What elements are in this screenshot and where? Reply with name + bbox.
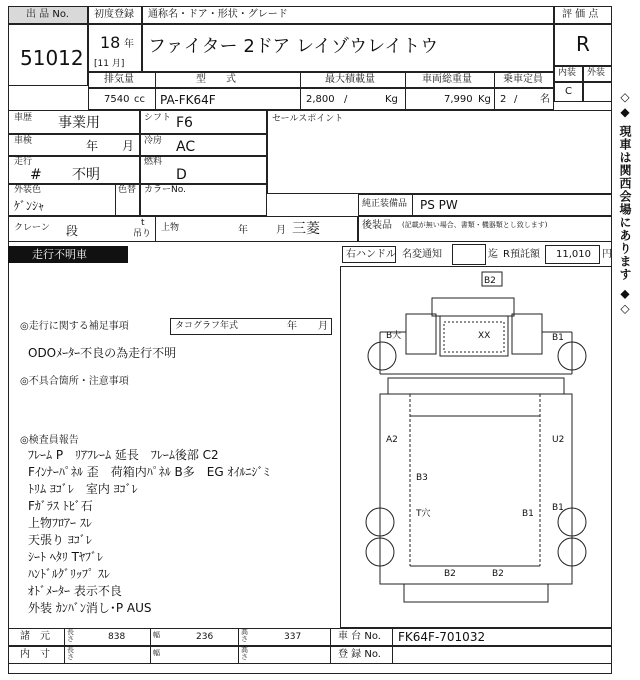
gross-weight-unit: Kg bbox=[478, 94, 491, 105]
height-label: 高さ bbox=[241, 628, 248, 643]
fuel-label: 燃料 bbox=[144, 157, 163, 167]
capacity-sep: / bbox=[514, 94, 518, 105]
recycle-amount: 11,010 bbox=[556, 249, 591, 260]
mileage-mark: # bbox=[30, 167, 42, 183]
year-unit: 年 bbox=[124, 39, 134, 50]
side-note bbox=[614, 90, 636, 380]
reg-label: 登 録 No. bbox=[338, 649, 381, 660]
height-value: 337 bbox=[284, 632, 302, 642]
inspector-report bbox=[28, 447, 338, 617]
color-value: ｹﾞﾝｼｬ bbox=[14, 199, 45, 213]
report-line: ﾊﾝﾄﾞﾙｸﾞﾘｯﾌﾟ ｽﾚ bbox=[28, 567, 110, 581]
fuel-value: D bbox=[176, 167, 187, 183]
vehicle-name: ファイター 2ドア レイゾウレイトウ bbox=[148, 36, 439, 57]
upper-maker: 三菱 bbox=[292, 221, 320, 237]
color-label: 外装色 bbox=[14, 185, 42, 195]
report-line: Fｶﾞﾗｽ ﾄﾋﾞ石 bbox=[28, 499, 93, 513]
mileage-change-box bbox=[452, 244, 486, 265]
lot-number: 51012 bbox=[20, 46, 84, 70]
max-load-label: 最大積載量 bbox=[325, 74, 375, 85]
grade-value: R bbox=[576, 32, 590, 56]
model-code: PA-FK64F bbox=[160, 93, 216, 107]
upper-year-unit: 年 bbox=[238, 225, 248, 236]
tacho-label: タコグラフ年式 bbox=[175, 321, 239, 331]
report-line: ｵﾄﾞﾒｰﾀｰ 表示不良 bbox=[28, 584, 122, 598]
name-label: 通称名・ドア・形状・グレード bbox=[148, 9, 288, 20]
width-label-2: 幅 bbox=[153, 649, 160, 657]
first-reg-year: 18 bbox=[100, 33, 121, 52]
lot-no-label: 出 品 No. bbox=[26, 9, 69, 20]
mileage-change-label: 名変通知 bbox=[402, 249, 442, 260]
chassis-label: 車 台 No. bbox=[338, 631, 381, 642]
tacho-year-unit: 年 bbox=[287, 321, 297, 332]
truck-damage-diagram bbox=[340, 266, 612, 628]
mark-left-side: A2 bbox=[386, 435, 398, 445]
recycle-label: R預託額 bbox=[503, 249, 540, 260]
dims-label: 諸 元 bbox=[20, 631, 50, 642]
mileage-unknown-text: 走行不明車 bbox=[32, 248, 87, 261]
displacement-value: 7540 bbox=[104, 94, 130, 105]
mark-right-front: B1 bbox=[552, 333, 564, 343]
rhd-text: 右ハンドル bbox=[346, 249, 396, 260]
shift-label: シフト bbox=[144, 113, 172, 123]
upper-month-unit: 月 bbox=[276, 225, 286, 236]
capacity-unit: 名 bbox=[540, 94, 550, 105]
length-value: 838 bbox=[108, 632, 126, 642]
tacho-month-unit: 月 bbox=[318, 321, 328, 332]
report-line: ｼｰﾄ ﾍﾀﾘ Tﾔﾌﾞﾚ bbox=[28, 550, 103, 564]
inspector-header: ◎検査員報告 bbox=[20, 435, 79, 446]
mark-right-rear-inner: B1 bbox=[522, 509, 534, 519]
side-note-text: ◇◆ 現車は関西会場にあります ◆◇ bbox=[618, 90, 632, 317]
max-load-value: 2,800 bbox=[306, 94, 335, 105]
specs-label-row bbox=[88, 72, 554, 88]
mark-front: XX bbox=[478, 331, 491, 341]
exterior-grade-cell bbox=[583, 82, 612, 102]
first-reg-month: [11 月] bbox=[94, 59, 125, 69]
sales-point-label: セールスポイント bbox=[272, 114, 344, 124]
model-label: 型 式 bbox=[196, 74, 236, 85]
inspection-label: 車検 bbox=[14, 136, 33, 146]
interior-grade: C bbox=[565, 86, 572, 97]
report-line: ﾌﾚｰﾑ P ﾘｱﾌﾚｰﾑ 延長 ﾌﾚｰﾑ後部 C2 bbox=[28, 448, 219, 462]
mileage-value: 不明 bbox=[72, 167, 100, 183]
displacement-label: 排気量 bbox=[104, 74, 134, 85]
mark-rear-right: B2 bbox=[492, 569, 504, 579]
width-label: 幅 bbox=[153, 631, 160, 639]
chassis-no: FK64F-701032 bbox=[398, 630, 486, 644]
mark-top: B2 bbox=[484, 276, 496, 286]
gross-weight-label: 車両総重量 bbox=[422, 74, 472, 85]
report-line: Fｲﾝﾅｰﾊﾟﾈﾙ 歪 荷箱内ﾊﾟﾈﾙ B多 EG ｵｲﾙﾆｼﾞﾐ bbox=[28, 465, 270, 479]
mark-center-2: T穴 bbox=[416, 509, 431, 519]
ac-value: AC bbox=[176, 139, 196, 155]
deadline-label: 迄 bbox=[488, 249, 498, 260]
crane-t: t bbox=[141, 218, 145, 228]
max-load-sep: / bbox=[344, 94, 348, 105]
color-code-label: カラーNo. bbox=[144, 185, 186, 195]
shift-value: F6 bbox=[176, 115, 193, 131]
mark-right-rear: B1 bbox=[552, 503, 564, 513]
mark-right-side: U2 bbox=[552, 435, 565, 445]
width-value: 236 bbox=[196, 632, 214, 642]
crane-lift: 吊り bbox=[133, 229, 152, 239]
retrofit-row bbox=[358, 216, 612, 242]
driving-note: ODOﾒｰﾀｰ不良の為走行不明 bbox=[28, 346, 177, 360]
gross-weight-value: 7,990 bbox=[444, 94, 473, 105]
upper-label: 上物 bbox=[161, 223, 180, 233]
dims-row bbox=[8, 628, 612, 646]
ac-label: 冷房 bbox=[144, 136, 163, 146]
crane-label: クレーン bbox=[14, 223, 50, 233]
mark-center-1: B3 bbox=[416, 473, 428, 483]
grade-label: 評 価 点 bbox=[562, 9, 599, 20]
retrofit-note: (記載が無い場合、書類・機器類とし致します) bbox=[402, 221, 548, 229]
report-line: 外装 ｶﾝﾊﾞﾝ消し･P AUS bbox=[28, 601, 152, 615]
report-line: 天張り ﾖｺﾞﾚ bbox=[28, 533, 92, 547]
report-line: 上物ﾌﾛｱｰ ｽﾚ bbox=[28, 516, 92, 530]
inspection-year-unit: 年 bbox=[86, 139, 99, 153]
displacement-unit: cc bbox=[134, 94, 145, 105]
interior-row bbox=[8, 646, 612, 664]
length-label: 長さ bbox=[67, 628, 74, 643]
retrofit-label: 後装品 bbox=[362, 220, 392, 231]
color-change-label: 色替 bbox=[118, 185, 137, 195]
length-label-2: 長さ bbox=[67, 646, 74, 661]
inspection-month-unit: 月 bbox=[122, 139, 135, 153]
mark-left-front: B大 bbox=[386, 331, 402, 341]
equipment-label: 純正装備品 bbox=[362, 199, 408, 209]
report-line: ﾄﾘﾑ ﾖｺﾞﾚ 室内 ﾖｺﾞﾚ bbox=[28, 482, 138, 496]
mark-rear-left: B2 bbox=[444, 569, 456, 579]
defects-header-visible: ◎不具合箇所・注意事項 bbox=[20, 376, 129, 387]
interior-label: 内装 bbox=[558, 68, 577, 78]
history-label: 車歴 bbox=[14, 113, 33, 123]
driving-header: ◎走行に関する補足事項 bbox=[20, 321, 129, 332]
crane-stage-unit: 段 bbox=[66, 224, 79, 238]
max-load-unit: Kg bbox=[385, 94, 398, 105]
mileage-label: 走行 bbox=[14, 157, 33, 167]
capacity-label: 乗車定員 bbox=[503, 74, 543, 85]
equipment-value: PS PW bbox=[420, 198, 458, 212]
yen-unit: 円 bbox=[602, 249, 612, 260]
height-label-2: 高さ bbox=[241, 646, 248, 661]
exterior-label: 外装 bbox=[587, 68, 606, 78]
interior-dims-label: 内 寸 bbox=[20, 649, 50, 660]
capacity-value: 2 bbox=[500, 94, 507, 105]
first-reg-label: 初度登録 bbox=[94, 9, 134, 20]
history-value: 事業用 bbox=[58, 115, 100, 131]
